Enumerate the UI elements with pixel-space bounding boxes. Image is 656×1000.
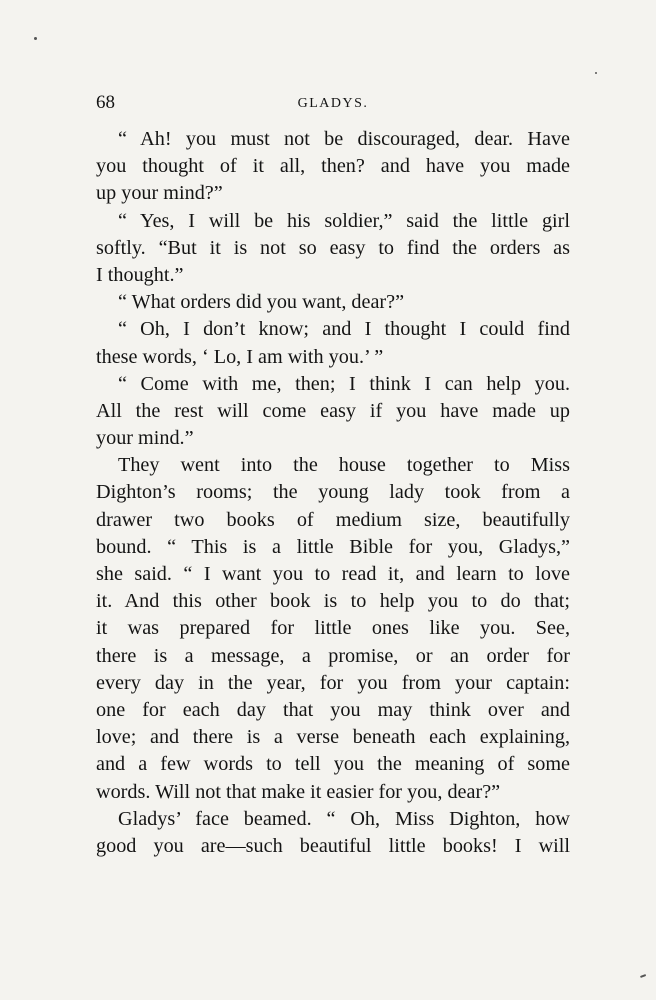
text-line: up your mind?” bbox=[96, 182, 223, 205]
text-line: and a few words to tell you the meaning of some bbox=[96, 753, 570, 776]
running-title: GLADYS. bbox=[297, 96, 369, 111]
text-line: every day in the year, for you from your captain: bbox=[96, 671, 570, 694]
text-line: “ Come with me, then; I think I can help you. bbox=[118, 372, 570, 395]
text-line: one for each day that you may think over and bbox=[96, 698, 570, 721]
text-line: Dighton’s rooms; the young lady took from a bbox=[96, 481, 570, 504]
text-line: “ Yes, I will be his soldier,” said the little girl bbox=[118, 209, 570, 232]
body-text bbox=[96, 126, 570, 860]
text-line: All the rest will come easy if you have made up bbox=[96, 399, 570, 422]
text-line: softly. “But it is not so easy to find the orders as bbox=[96, 236, 570, 259]
text-line: she said. “ I want you to read it, and learn to love bbox=[96, 563, 570, 585]
text-line: drawer two books of medium size, beautifully bbox=[96, 508, 570, 531]
text-line: good you are—such beautiful little books! I will bbox=[96, 834, 570, 857]
text-line: words. Will not that make it easier for you, dear?” bbox=[96, 780, 501, 803]
text-line: there is a message, a promise, or an order for bbox=[96, 644, 570, 667]
text-line: your mind.” bbox=[96, 427, 194, 450]
text-line: it was prepared for little ones like you. See, bbox=[96, 617, 570, 640]
text-line: love; and there is a verse beneath each explaining, bbox=[96, 726, 570, 749]
text-line: these words, ‘ Lo, I am with you.’ ” bbox=[96, 345, 384, 368]
text-line: Gladys’ face beamed. “ Oh, Miss Dighton, how bbox=[118, 807, 570, 830]
text-line: bound. “ This is a little Bible for you, Gladys,” bbox=[96, 535, 570, 558]
text-line: you thought of it all, then? and have you made bbox=[96, 155, 570, 178]
page-header bbox=[96, 91, 570, 115]
text-line: They went into the house together to Miss bbox=[118, 454, 570, 477]
text-line: I thought.” bbox=[96, 263, 184, 286]
text-line: it. And this other book is to help you to do that; bbox=[96, 590, 570, 613]
page-number: 68 bbox=[96, 92, 115, 113]
text-line: “ Oh, I don’t know; and I thought I could find bbox=[118, 318, 570, 341]
text-line: “ What orders did you want, dear?” bbox=[118, 291, 405, 314]
text-line: “ Ah! you must not be discouraged, dear. Have bbox=[118, 128, 570, 150]
